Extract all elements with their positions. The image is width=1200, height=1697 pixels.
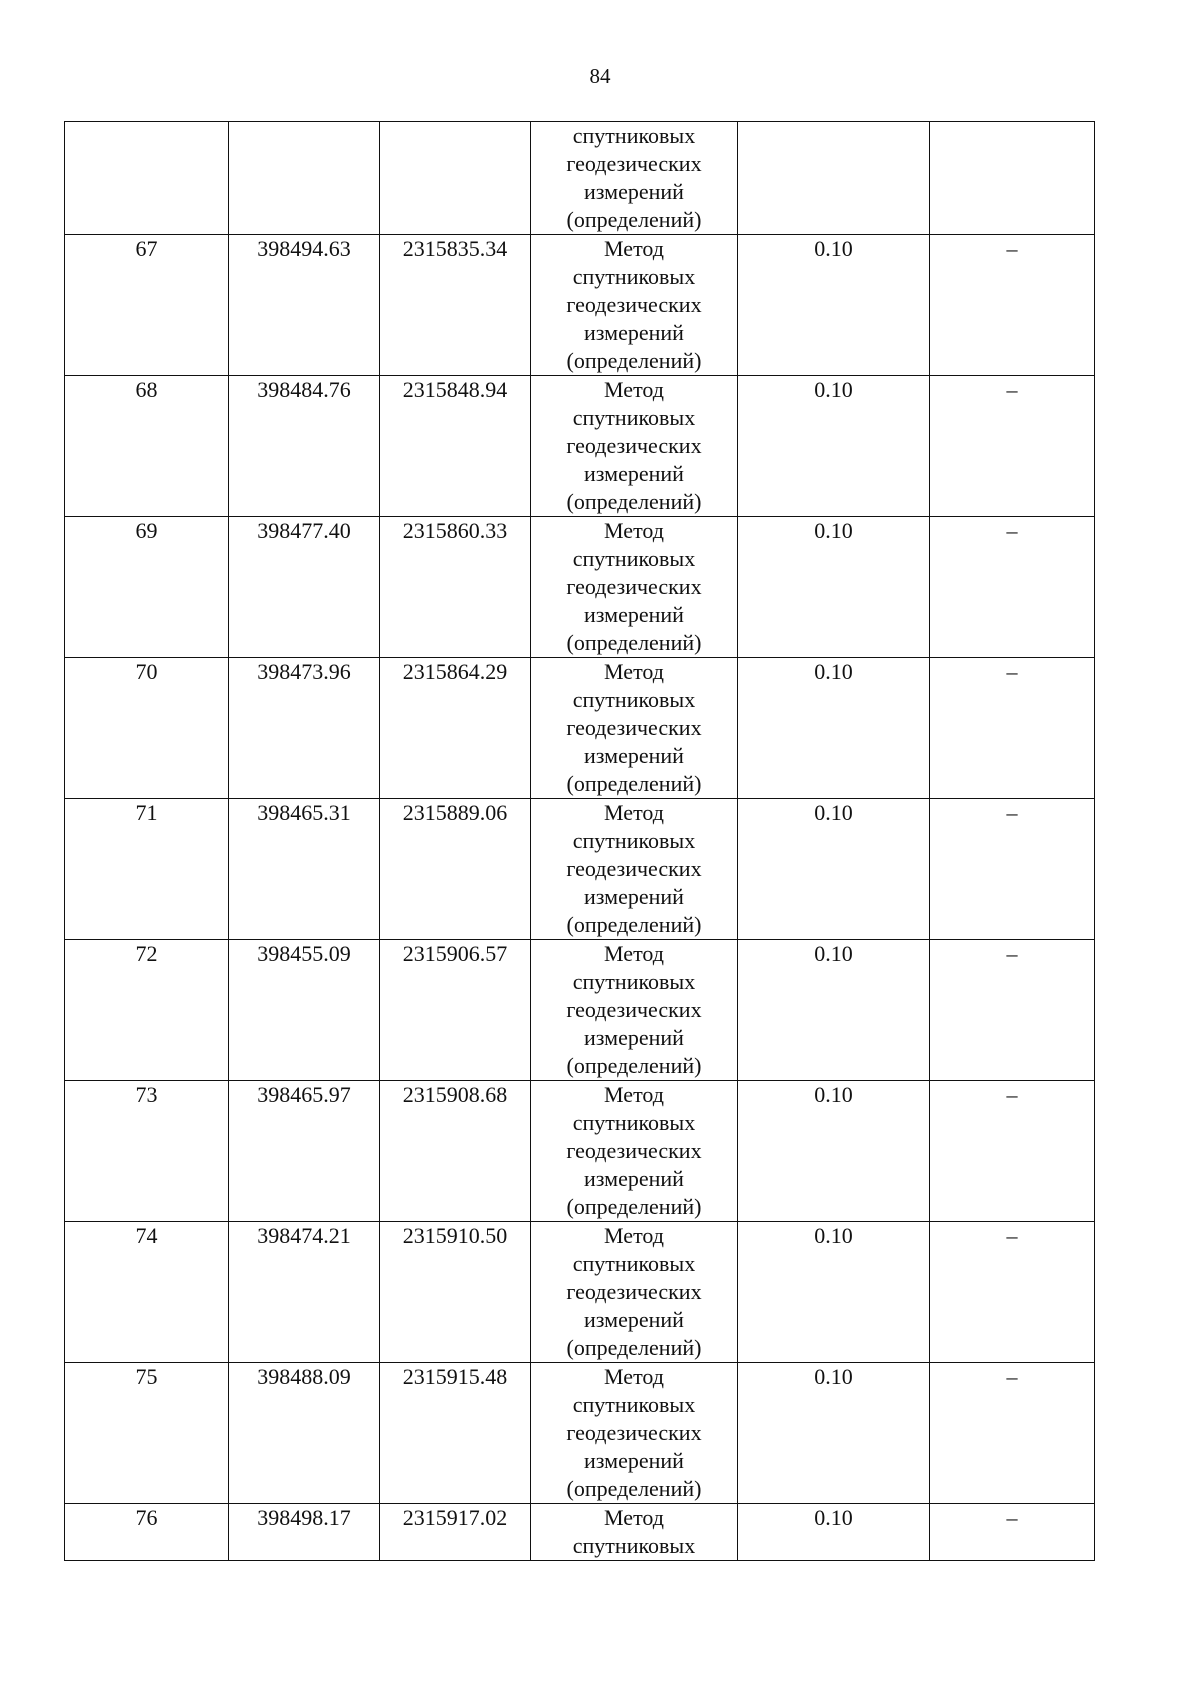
method-cell <box>531 940 738 1081</box>
point-number-cell: 75 <box>65 1363 229 1504</box>
coordinates-table <box>64 121 1095 1561</box>
x-coordinate-cell: 398473.96 <box>229 658 380 799</box>
table-row <box>65 1081 1095 1222</box>
table-row <box>65 376 1095 517</box>
method-line: (определений) <box>566 912 702 937</box>
method-line: измерений <box>584 1307 684 1332</box>
dash-mark: – <box>1006 518 1018 543</box>
note-cell <box>930 799 1095 940</box>
table-row <box>65 799 1095 940</box>
point-number-cell <box>65 122 229 235</box>
method-line: геодезических <box>566 856 702 881</box>
method-line: спутниковых <box>572 405 696 430</box>
y-coordinate-cell: 2315860.33 <box>380 517 531 658</box>
dash-mark: – <box>1006 659 1018 684</box>
note-cell <box>930 122 1095 235</box>
method-line: Метод <box>604 1364 664 1389</box>
method-cell <box>531 235 738 376</box>
method-cell <box>531 376 738 517</box>
point-number-cell: 76 <box>65 1504 229 1561</box>
method-line: спутниковых <box>572 1533 696 1558</box>
y-coordinate-cell: 2315835.34 <box>380 235 531 376</box>
method-line: геодезических <box>566 574 702 599</box>
method-line: спутниковых <box>572 687 696 712</box>
method-line: геодезических <box>566 1279 702 1304</box>
note-cell <box>930 1363 1095 1504</box>
y-coordinate-cell: 2315906.57 <box>380 940 531 1081</box>
method-cell <box>531 1504 738 1561</box>
table-row <box>65 1363 1095 1504</box>
accuracy-cell: 0.10 <box>738 376 930 517</box>
method-line: Метод <box>604 659 664 684</box>
table-row <box>65 517 1095 658</box>
method-line: (определений) <box>566 489 702 514</box>
method-line: геодезических <box>566 1138 702 1163</box>
method-line: (определений) <box>566 1335 702 1360</box>
accuracy-cell: 0.10 <box>738 799 930 940</box>
method-line: измерений <box>584 884 684 909</box>
x-coordinate-cell: 398494.63 <box>229 235 380 376</box>
dash-mark: – <box>1006 1223 1018 1248</box>
y-coordinate-cell: 2315848.94 <box>380 376 531 517</box>
method-line: измерений <box>584 1166 684 1191</box>
method-line: спутниковых <box>572 1251 696 1276</box>
note-cell <box>930 235 1095 376</box>
dash-mark: – <box>1006 1505 1018 1530</box>
accuracy-cell <box>738 122 930 235</box>
dash-mark: – <box>1006 1082 1018 1107</box>
point-number-cell: 72 <box>65 940 229 1081</box>
table-body <box>65 122 1095 1561</box>
method-line: измерений <box>584 1448 684 1473</box>
method-cell <box>531 122 738 235</box>
method-line: Метод <box>604 1082 664 1107</box>
y-coordinate-cell: 2315864.29 <box>380 658 531 799</box>
method-line: измерений <box>584 320 684 345</box>
note-cell <box>930 376 1095 517</box>
method-line: (определений) <box>566 1194 702 1219</box>
table-row <box>65 1504 1095 1561</box>
method-line: измерений <box>584 461 684 486</box>
method-line: геодезических <box>566 715 702 740</box>
y-coordinate-cell <box>380 122 531 235</box>
method-cell <box>531 1222 738 1363</box>
method-cell <box>531 1363 738 1504</box>
method-line: Метод <box>604 518 664 543</box>
method-line: Метод <box>604 1505 664 1530</box>
x-coordinate-cell: 398465.31 <box>229 799 380 940</box>
note-cell <box>930 658 1095 799</box>
method-cell <box>531 799 738 940</box>
note-cell <box>930 517 1095 658</box>
point-number-cell: 73 <box>65 1081 229 1222</box>
method-cell <box>531 1081 738 1222</box>
note-cell <box>930 1504 1095 1561</box>
method-line: измерений <box>584 179 684 204</box>
method-line: измерений <box>584 602 684 627</box>
accuracy-cell: 0.10 <box>738 1363 930 1504</box>
dash-mark: – <box>1006 800 1018 825</box>
method-line: (определений) <box>566 1476 702 1501</box>
method-line: геодезических <box>566 1420 702 1445</box>
x-coordinate-cell: 398488.09 <box>229 1363 380 1504</box>
accuracy-cell: 0.10 <box>738 658 930 799</box>
y-coordinate-cell: 2315908.68 <box>380 1081 531 1222</box>
point-number-cell: 67 <box>65 235 229 376</box>
method-line: спутниковых <box>572 828 696 853</box>
method-line: Метод <box>604 236 664 261</box>
method-line: измерений <box>584 1025 684 1050</box>
x-coordinate-cell: 398474.21 <box>229 1222 380 1363</box>
dash-mark: – <box>1006 941 1018 966</box>
accuracy-cell: 0.10 <box>738 235 930 376</box>
accuracy-cell: 0.10 <box>738 1222 930 1363</box>
table-row-continuation <box>65 122 1095 235</box>
point-number-cell: 68 <box>65 376 229 517</box>
method-line: (определений) <box>566 630 702 655</box>
x-coordinate-cell: 398455.09 <box>229 940 380 1081</box>
dash-mark: – <box>1006 377 1018 402</box>
y-coordinate-cell: 2315889.06 <box>380 799 531 940</box>
note-cell <box>930 940 1095 1081</box>
method-line: Метод <box>604 941 664 966</box>
method-line: измерений <box>584 743 684 768</box>
table-row <box>65 1222 1095 1363</box>
point-number-cell: 71 <box>65 799 229 940</box>
method-line: (определений) <box>566 348 702 373</box>
point-number-cell: 69 <box>65 517 229 658</box>
accuracy-cell: 0.10 <box>738 517 930 658</box>
method-line: спутниковых <box>572 969 696 994</box>
point-number-cell: 74 <box>65 1222 229 1363</box>
accuracy-cell: 0.10 <box>738 1504 930 1561</box>
y-coordinate-cell: 2315910.50 <box>380 1222 531 1363</box>
dash-mark: – <box>1006 1364 1018 1389</box>
x-coordinate-cell: 398477.40 <box>229 517 380 658</box>
x-coordinate-cell: 398498.17 <box>229 1504 380 1561</box>
method-line: Метод <box>604 377 664 402</box>
method-line: спутниковых <box>572 264 696 289</box>
method-line: Метод <box>604 1223 664 1248</box>
x-coordinate-cell: 398465.97 <box>229 1081 380 1222</box>
dash-mark: – <box>1006 236 1018 261</box>
table-row <box>65 940 1095 1081</box>
accuracy-cell: 0.10 <box>738 1081 930 1222</box>
method-line: геодезических <box>566 433 702 458</box>
accuracy-cell: 0.10 <box>738 940 930 1081</box>
y-coordinate-cell: 2315917.02 <box>380 1504 531 1561</box>
x-coordinate-cell <box>229 122 380 235</box>
x-coordinate-cell: 398484.76 <box>229 376 380 517</box>
method-cell <box>531 658 738 799</box>
method-line: спутниковых <box>572 546 696 571</box>
method-cell <box>531 517 738 658</box>
table-row <box>65 235 1095 376</box>
method-line: геодезических <box>566 997 702 1022</box>
method-line: спутниковых <box>572 1392 696 1417</box>
method-line: спутниковых <box>572 123 696 148</box>
method-line: Метод <box>604 800 664 825</box>
method-line: спутниковых <box>572 1110 696 1135</box>
note-cell <box>930 1081 1095 1222</box>
page-number: 84 <box>589 64 611 88</box>
table-row <box>65 658 1095 799</box>
method-line: геодезических <box>566 292 702 317</box>
point-number-cell: 70 <box>65 658 229 799</box>
method-line: (определений) <box>566 1053 702 1078</box>
method-line: геодезических <box>566 151 702 176</box>
y-coordinate-cell: 2315915.48 <box>380 1363 531 1504</box>
method-line: (определений) <box>566 207 702 232</box>
note-cell <box>930 1222 1095 1363</box>
method-line: (определений) <box>566 771 702 796</box>
